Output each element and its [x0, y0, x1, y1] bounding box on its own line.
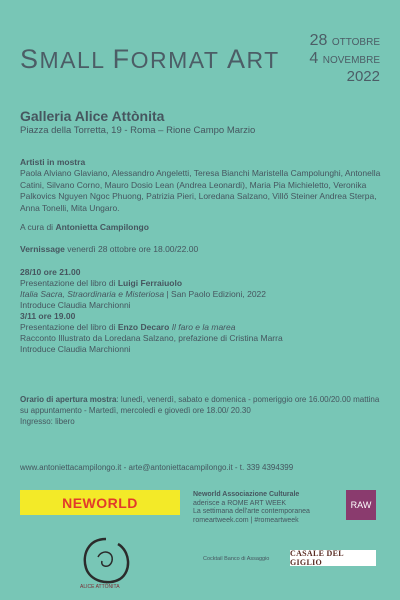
artists-list: Paola Alviano Glaviano, Alessandro Angeletti, Teresa Bianchi Maristella Campolunghi, Antonella Catini, Silvano Corno, Mauro Dosio Lean (Andrea Leonardi), Maria Pia Michieletto, Veronika Palkovics Nguyen Ngoc Phuong, Patrizia Pieri, Loredana Salzano, Villő Steiner Andrea Sterpa, Anna Tonelli, Mita Ungaro. — [20, 168, 381, 213]
casale-del-giglio-logo — [290, 550, 376, 566]
association-line: La settimana dell'arte contemporanea — [193, 508, 310, 515]
event-date: 28/10 ore 21.00 — [20, 267, 81, 277]
curator-prefix: A cura di — [20, 222, 54, 232]
neworld-logo-text: NEWORLD — [62, 494, 138, 511]
title-initial-f: F — [112, 44, 131, 74]
alice-attonita-logo-icon — [78, 535, 134, 590]
title-word-art: RT — [246, 47, 280, 73]
association-name: Neworld Associazione Culturale — [193, 491, 300, 498]
curator-name: Antonietta Campilongo — [55, 222, 149, 232]
title-word-format: ORMAT — [130, 47, 227, 73]
gallery-address: Piazza della Torretta, 19 - Roma – Rione Campo Marzio — [20, 125, 256, 136]
end-month: NOVEMBRE — [322, 55, 380, 66]
neworld-logo — [20, 490, 180, 515]
vernissage-label: Vernissage — [20, 244, 65, 254]
event-book-title: Il faro e la marea — [171, 322, 236, 332]
contacts-line[interactable]: www.antoniettacampilongo.it - arte@antoniettacampilongo.it - t. 339 4394399 — [20, 463, 294, 472]
curator-line — [20, 222, 149, 232]
event-book-title: Italia Sacra, Straordinaria e Misteriosa — [20, 289, 165, 299]
event-publisher: | San Paolo Edizioni, 2022 — [164, 289, 267, 299]
cocktail-sponsor: Cocktail Banco di Assaggio — [203, 556, 270, 562]
raw-logo — [346, 490, 376, 520]
vernissage-time: venerdì 28 ottobre ore 18.00/22.00 — [67, 244, 199, 254]
association-info — [193, 491, 310, 525]
event-extra: Racconto Illustrato da Loredana Salzano, prefazione di Cristina Marra — [20, 333, 283, 343]
year: 2022 — [346, 68, 380, 85]
start-month: OTTOBRE — [331, 37, 380, 48]
end-day: 4 — [309, 50, 319, 67]
poster-title — [20, 44, 280, 75]
hours-text: : lunedì, venerdì, sabato e domenica - pomeriggio ore 16.00/20.00 mattina su appuntamento - Martedì, mercoledì e giovedì ore 18.00/ 20.30 — [20, 395, 380, 415]
event-prefix: Presentazione del libro di — [20, 322, 118, 332]
event-prefix: Presentazione del libro di — [20, 278, 118, 288]
event-book-line — [20, 289, 385, 300]
event-presentation — [20, 322, 385, 333]
event-presentation — [20, 278, 385, 289]
start-day: 28 — [309, 32, 328, 49]
gallery-name: Galleria Alice Attònita — [20, 108, 165, 124]
event-intro: Introduce Claudia Marchionni — [20, 344, 131, 354]
event-intro: Introduce Claudia Marchionni — [20, 300, 131, 310]
opening-hours — [20, 394, 385, 427]
entry-info: Ingresso: libero — [20, 417, 75, 426]
casale-logo-text: CASALE DEL GIGLIO — [290, 549, 344, 567]
hours-label: Orario di apertura mostra — [20, 395, 117, 404]
title-initial-s: S — [20, 44, 40, 74]
alice-attonita-text: ALICE ATTÒNITA — [80, 584, 120, 590]
raw-logo-text: RAW — [350, 500, 372, 510]
event-author: Enzo Decaro — [117, 322, 170, 332]
association-line: romeartweek.com | #romeartweek — [193, 516, 299, 524]
title-initial-a: A — [226, 44, 247, 74]
event-author: Luigi Ferraiuolo — [117, 278, 183, 288]
event-date: 3/11 ore 19.00 — [20, 311, 76, 321]
title-word-small: MALL — [39, 47, 113, 73]
artists-heading: Artisti in mostra — [20, 157, 86, 167]
association-line: aderisce a ROME ART WEEK — [193, 499, 287, 507]
events-list — [20, 267, 385, 355]
vernissage-line — [20, 244, 198, 254]
exhibition-dates — [309, 33, 380, 85]
